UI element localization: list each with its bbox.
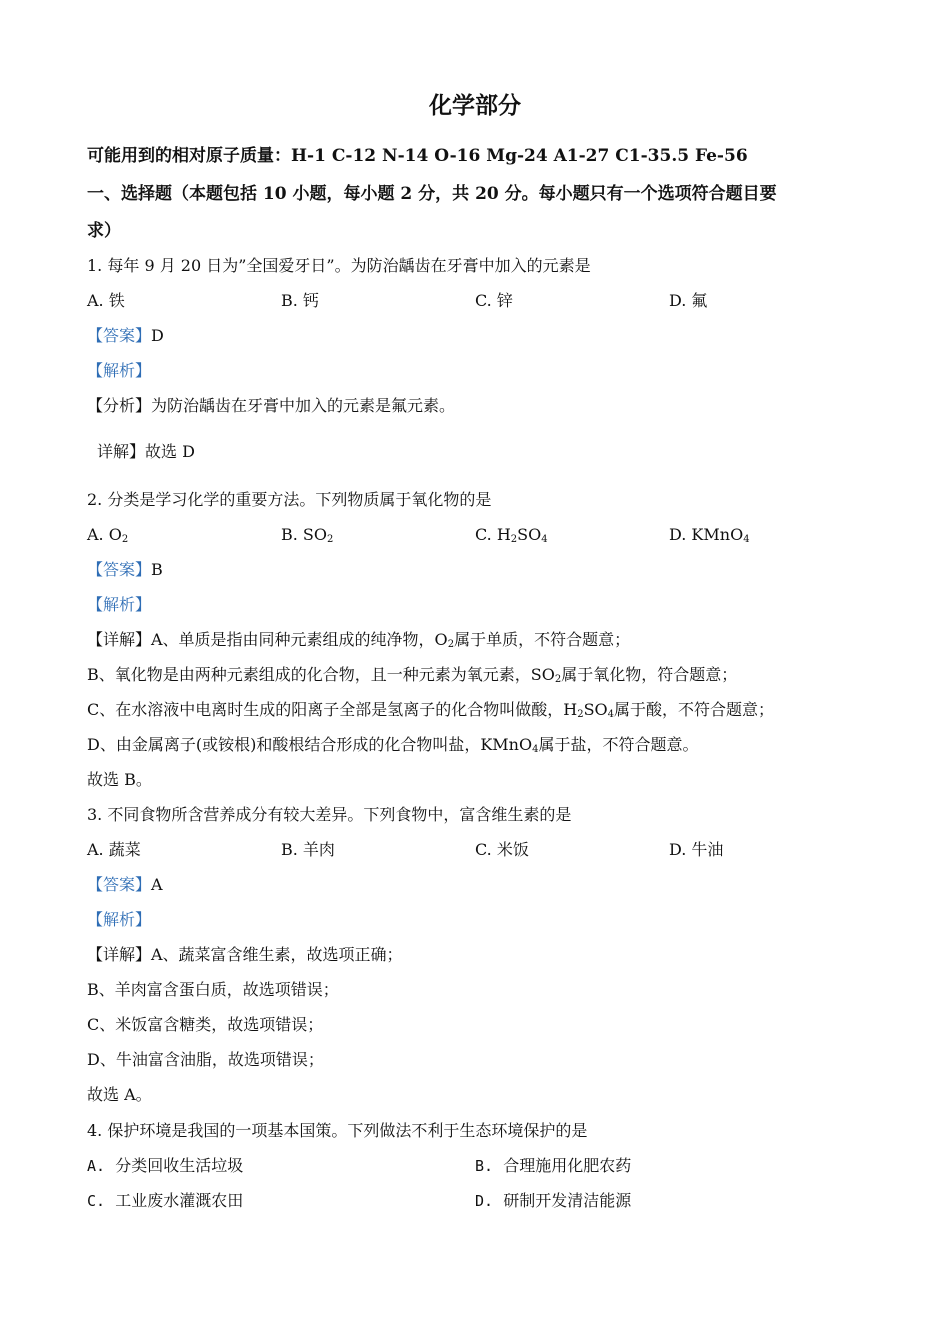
q3-answer-line [87,875,163,895]
q1-fenxi: 【分析】为防治龋齿在牙膏中加入的元素是氟元素。 [87,396,456,415]
question-3-stem: 3. 不同食物所含营养成分有较大差异。下列食物中，富含维生素的是 [87,805,572,824]
page-title: 化学部分 [429,92,521,119]
q1-option-b: B. 钙 [281,291,319,310]
q2-detail-a: 【详解】A、单质是指由同种元素组成的纯净物，$O_2$属于单质，不符合题意； [87,630,631,650]
q3-conclusion: 故选 A。 [87,1085,152,1104]
q4-option-b: B. 合理施用化肥农药 [475,1156,632,1175]
q3-option-a: A. 蔬菜 [87,840,141,859]
q2-analysis-label: 【解析】 [87,595,152,614]
q2-conclusion: 故选 B。 [87,770,152,789]
q3-analysis-label: 【解析】 [87,910,152,929]
answer-label: 【答案】 [87,560,152,579]
q1-answer-line [87,326,164,346]
q2-option-c: C. $H_2SO_4$ [475,525,548,545]
q2-option-b: B. $SO_2$ [281,525,334,545]
q2-detail-b: B、氧化物是由两种元素组成的化合物，且一种元素为氧元素，$SO_2$属于氧化物，符合题意； [87,665,738,685]
q3-option-c: C. 米饭 [475,840,529,859]
q2-option-d: D. KMnO$_4$ [669,525,750,545]
q4-option-c: C. 工业废水灌溉农田 [87,1191,244,1210]
q2-option-a: A. $O_2$ [87,525,129,545]
q3-detail-a: 【详解】A、蔬菜富含维生素，故选项正确； [87,945,403,964]
q1-option-d: D. 氟 [669,291,708,310]
q1-answer-value: D [151,326,164,345]
answer-label: 【答案】 [87,326,152,345]
q3-answer-value: A [151,875,163,894]
q4-option-a: A. 分类回收生活垃圾 [87,1156,244,1175]
question-4-stem: 4. 保护环境是我国的一项基本国策。下列做法不利于生态环境保护的是 [87,1121,588,1140]
q3-detail-d: D、牛油富含油脂，故选项错误； [87,1050,324,1069]
q4-option-d: D. 研制开发清洁能源 [475,1191,632,1210]
q2-detail-c: C、在水溶液中电离时生成的阳离子全部是氢离子的化合物叫做酸，$H_2SO_4$属于酸，不符合题意； [87,700,775,720]
q3-detail-c: C、米饭富含糖类，故选项错误； [87,1015,324,1034]
q2-answer-line [87,560,163,580]
q1-analysis-label: 【解析】 [87,361,152,380]
question-2-stem: 2. 分类是学习化学的重要方法。下列物质属于氧化物的是 [87,490,492,509]
q2-detail-d: D、由金属离子(或铵根)和酸根结合形成的化合物叫盐，KMnO$_4$属于盐，不符合题意。 [87,735,699,755]
q3-option-d: D. 牛油 [669,840,724,859]
q1-detail: 详解】故选 D [97,442,195,461]
answer-label: 【答案】 [87,875,152,894]
section-heading-cont: 求） [87,221,121,241]
section-heading: 一、选择题（本题包括 10 小题，每小题 2 分，共 20 分。每小题只有一个选项符合题目要 [87,184,777,204]
q1-option-c: C. 锌 [475,291,513,310]
atomic-masses-line: 可能用到的相对原子质量：H-1 C-12 N-14 O-16 Mg-24 A1-27 C1-35.5 Fe-56 [87,146,748,166]
q1-option-a: A. 铁 [87,291,125,310]
q3-option-b: B. 羊肉 [281,840,335,859]
q3-detail-b: B、羊肉富含蛋白质，故选项错误； [87,980,339,999]
q2-answer-value: B [151,560,163,579]
question-1-stem: 1. 每年 9 月 20 日为”全国爱牙日”。为防治龋齿在牙膏中加入的元素是 [87,256,591,275]
